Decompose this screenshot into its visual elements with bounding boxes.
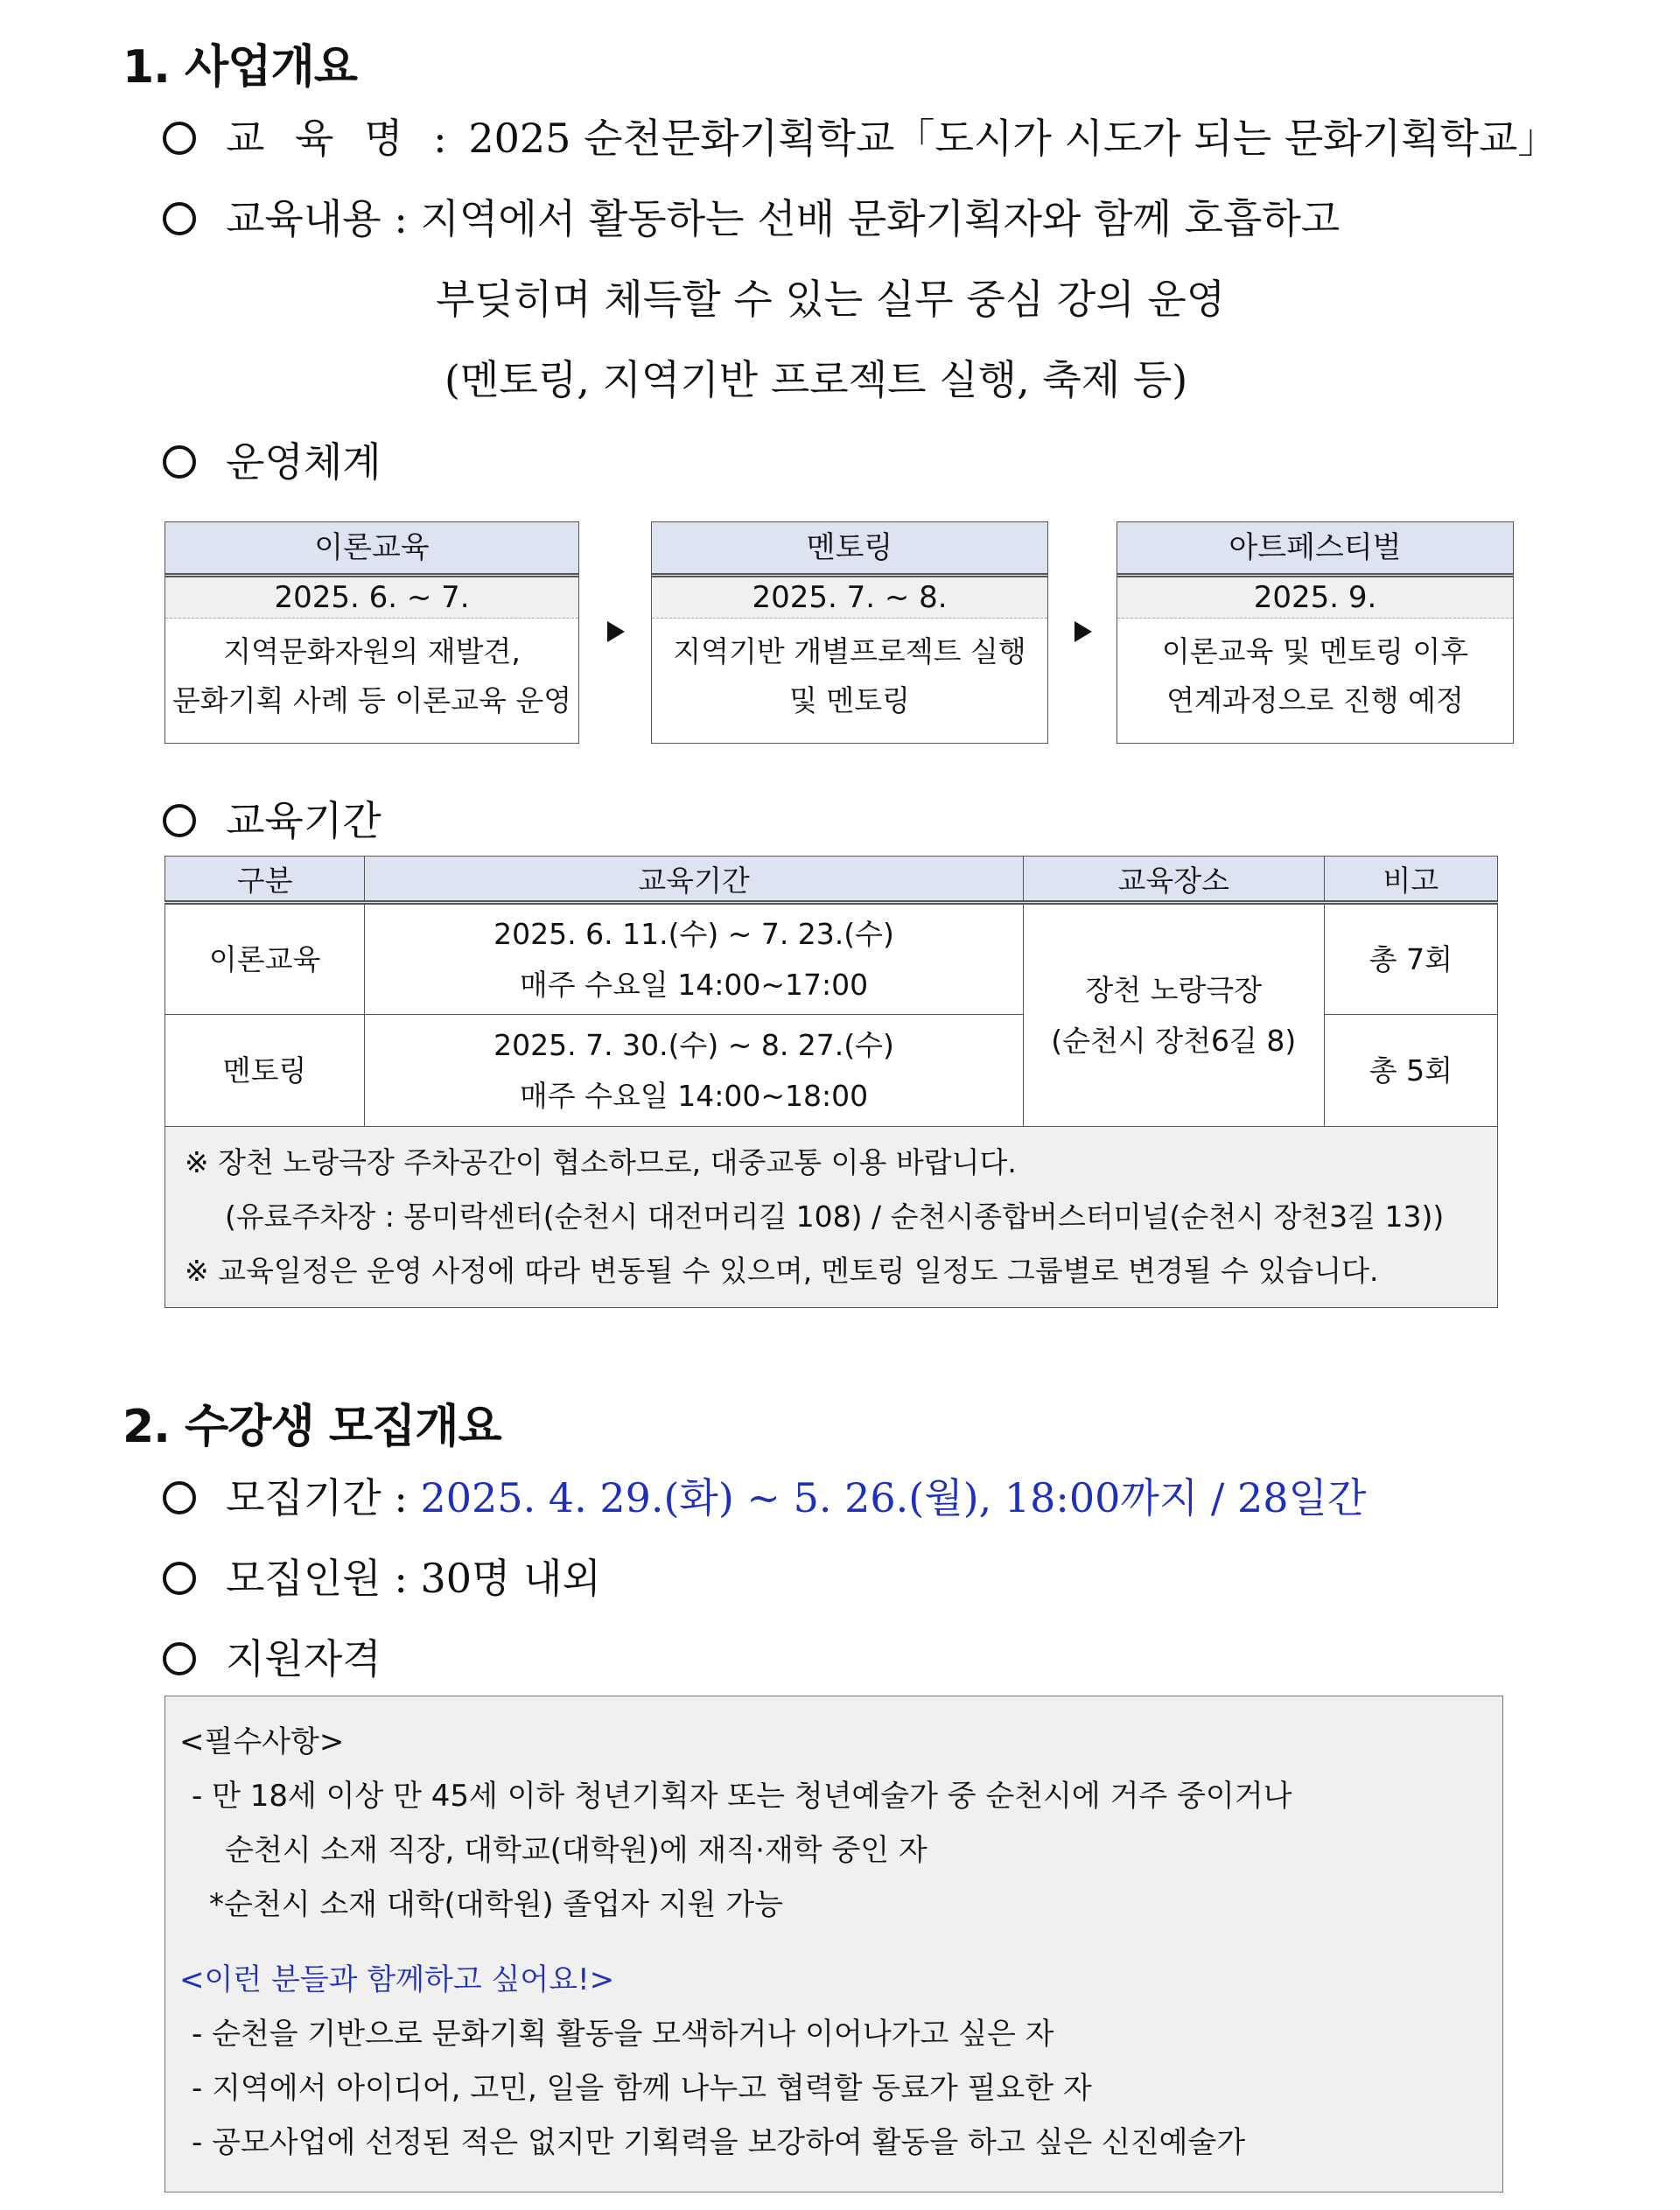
flow-step-desc-line: 연계과정으로 진행 예정: [1166, 683, 1464, 717]
table-row: [165, 903, 1498, 1015]
edu-content-line-2: 부딪히며 체득할 수 있는 실무 중심 강의 운영: [436, 276, 1226, 323]
flow-step-title: 아트페스티벌: [1117, 522, 1513, 577]
period-row: [163, 789, 382, 847]
table-notes-row: [165, 1127, 1498, 1308]
recruit-period-row: [163, 1466, 1366, 1524]
row-dates: 2025. 6. 11.(수) ~ 7. 23.(수): [494, 916, 894, 951]
operation-row: [163, 430, 382, 488]
table-notes: [165, 1127, 1498, 1308]
required-title: <필수사항>: [179, 1724, 345, 1759]
row-dates: 2025. 7. 30.(수) ~ 8. 27.(수): [494, 1027, 894, 1062]
required-line: *순천시 소재 대학(대학원) 졸업자 지원 가능: [209, 1887, 783, 1922]
edu-content-line-3: (멘토링, 지역기반 프로젝트 실행, 축제 등): [444, 356, 1188, 403]
wish-line: - 지역에서 아이디어, 고민, 일을 함께 나누고 협력할 동료가 필요한 자: [192, 2071, 1092, 2106]
place-address: (순천시 장천6길 8): [1051, 1023, 1297, 1058]
wish-line: - 순천을 기반으로 문화기획 활동을 모색하거나 이어나가고 싶은 자: [192, 2017, 1054, 2052]
circle-bullet-icon: [163, 1481, 196, 1514]
edu-content-row: [163, 187, 1340, 245]
flow-step-date: 2025. 6. ~ 7.: [165, 577, 578, 619]
section2-title: 2. 수강생 모집개요: [122, 1401, 501, 1453]
wish-title: <이런 분들과 함께하고 싶어요!>: [179, 1962, 615, 1997]
circle-bullet-icon: [163, 122, 196, 155]
recruit-count-label: 모집인원 :: [226, 1555, 408, 1602]
flow-step-desc: [1117, 619, 1513, 725]
edu-name-row: [163, 107, 1558, 164]
edu-name-label: 교 육 명 :: [226, 115, 456, 162]
table-header: 구분: [165, 857, 365, 903]
table-header: 교육기간: [365, 857, 1024, 903]
row-time: 매주 수요일 14:00~17:00: [519, 967, 869, 1002]
arrow-right-icon: [1074, 621, 1092, 642]
flow-step-desc-line: 지역기반 개별프로젝트 실행: [673, 634, 1026, 668]
flow-step-title: 이론교육: [165, 522, 578, 577]
flow-step-desc: [652, 619, 1047, 725]
flow-step-title: 멘토링: [652, 522, 1047, 577]
note-line: (유료주차장 : 몽미락센터(순천시 대전머리길 108) / 순천시종합버스터미널(순천시 장천3길 13)): [225, 1199, 1445, 1234]
flow-step-mentoring: [651, 521, 1048, 744]
row-note: 총 5회: [1324, 1015, 1497, 1127]
table-header: 비고: [1324, 857, 1497, 903]
flow-step-desc-line: 문화기획 사례 등 이론교육 운영: [172, 683, 572, 717]
qualification-row: [163, 1627, 382, 1685]
qualification-label: 지원자격: [226, 1635, 382, 1682]
operation-label: 운영체계: [226, 438, 382, 486]
required-line: - 만 18세 이상 만 45세 이하 청년기획자 또는 청년예술가 중 순천시에 거주 중이거나: [192, 1779, 1292, 1814]
row-time: 매주 수요일 14:00~18:00: [519, 1078, 869, 1113]
arrow-right-icon: [607, 621, 625, 642]
required-line: 순천시 소재 직장, 대학교(대학원)에 재직·재학 중인 자: [225, 1833, 928, 1868]
flow-step-date: 2025. 9.: [1117, 577, 1513, 619]
row-note: 총 7회: [1324, 903, 1497, 1015]
flow-step-theory: [164, 521, 579, 744]
qualification-box: [164, 1696, 1503, 2193]
place-cell: [1023, 903, 1324, 1127]
edu-content-line-1: 지역에서 활동하는 선배 문화기획자와 함께 호흡하고: [420, 195, 1340, 242]
table-header: 교육장소: [1023, 857, 1324, 903]
recruit-period-value: 2025. 4. 29.(화) ~ 5. 26.(월), 18:00까지 / 28일간: [420, 1474, 1367, 1521]
place-name: 장천 노랑극장: [1085, 972, 1263, 1007]
row-type: 이론교육: [165, 903, 365, 1015]
recruit-count-value: 30명 내외: [420, 1555, 601, 1602]
circle-bullet-icon: [163, 202, 196, 235]
recruit-period-label: 모집기간 :: [226, 1474, 408, 1521]
period-label: 교육기간: [226, 797, 382, 844]
flow-step-desc-line: 이론교육 및 멘토링 이후: [1161, 634, 1469, 668]
circle-bullet-icon: [163, 1562, 196, 1595]
flow-step-festival: [1116, 521, 1514, 744]
circle-bullet-icon: [163, 1642, 196, 1675]
schedule-table: [164, 856, 1498, 1308]
flow-step-desc: [165, 619, 578, 725]
flow-step-desc-line: 및 멘토링: [788, 683, 910, 717]
recruit-count-row: [163, 1547, 601, 1605]
row-type: 멘토링: [165, 1015, 365, 1127]
row-schedule: [365, 1015, 1024, 1127]
note-line: ※ 장천 노랑극장 주차공간이 협소하므로, 대중교통 이용 바랍니다.: [185, 1145, 1017, 1179]
edu-name-value: 2025 순천문화기획학교「도시가 시도가 되는 문화기획학교」: [468, 115, 1558, 162]
wish-line: - 공모사업에 선정된 적은 없지만 기획력을 보강하여 활동을 하고 싶은 신진예술가: [192, 2125, 1246, 2160]
row-schedule: [365, 903, 1024, 1015]
note-line: ※ 교육일정은 운영 사정에 따라 변동될 수 있으며, 멘토링 일정도 그룹별로 변경될 수 있습니다.: [185, 1254, 1379, 1288]
section1-title: 1. 사업개요: [122, 41, 357, 94]
edu-content-label: 교육내용 :: [226, 195, 408, 242]
circle-bullet-icon: [163, 445, 196, 479]
table-header-row: [165, 857, 1498, 903]
circle-bullet-icon: [163, 804, 196, 837]
flow-step-date: 2025. 7. ~ 8.: [652, 577, 1047, 619]
flow-step-desc-line: 지역문화자원의 재발견,: [223, 634, 521, 668]
